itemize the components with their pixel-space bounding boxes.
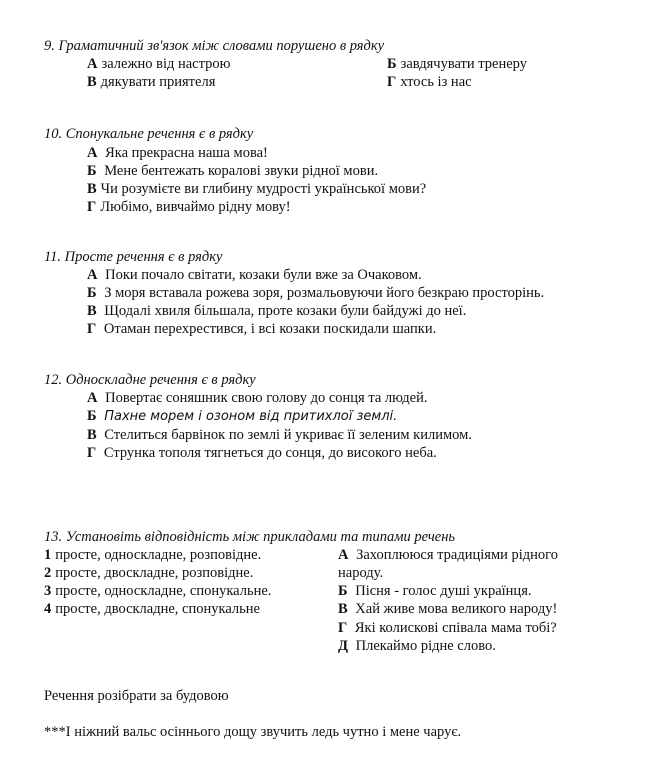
task-sentence: ***І ніжний вальс осіннього дощу звучить ледь чутно і мене чарує. xyxy=(44,724,462,740)
q13-example-a: А Захоплююся традиціями рідного xyxy=(338,547,559,563)
task-instruction: Речення розібрати за будовою xyxy=(44,688,229,704)
q9-option-v: В дякувати приятеля xyxy=(87,74,216,90)
q13-type-4: 4 просте, двоскладне, спонукальне xyxy=(44,601,260,617)
q13-example-a-cont: народу. xyxy=(338,565,384,581)
q13-type-1: 1 просте, односкладне, розповідне. xyxy=(44,547,262,563)
q10-option-v: В Чи розумієте ви глибину мудрості української мови? xyxy=(87,181,427,197)
q11-option-v: В Щодалі хвиля більшала, проте козаки були байдужі до неї. xyxy=(87,303,467,319)
q12-option-b: Б Пахне морем і озоном від притихлої землі. xyxy=(87,408,398,424)
q13-type-2: 2 просте, двоскладне, розповідне. xyxy=(44,565,254,581)
q10-option-g: Г Любімо, вивчаймо рідну мову! xyxy=(87,199,291,215)
question-10-title: 10. Спонукальне речення є в рядку xyxy=(44,126,254,142)
q12-option-v: В Стелиться барвінок по землі й укриває її зеленим килимом. xyxy=(87,427,472,443)
question-9-title: 9. Граматичний зв'язок між словами порушено в рядку xyxy=(44,38,385,54)
q12-option-g: Г Струнка тополя тягнеться до сонця, до високого неба. xyxy=(87,445,437,461)
q13-example-d: Д Плекаймо рідне слово. xyxy=(338,638,496,654)
q12-option-a: А Повертає соняшник свою голову до сонця та людей. xyxy=(87,390,428,406)
q13-example-g: Г Які колискові співала мама тобі? xyxy=(338,620,557,636)
q13-example-v: В Хай живе мова великого народу! xyxy=(338,601,558,617)
q9-option-a: А залежно від настрою xyxy=(87,56,231,72)
q13-example-b: Б Пісня - голос душі українця. xyxy=(338,583,532,599)
q9-option-b: Б завдячувати тренеру xyxy=(387,56,527,72)
question-11-title: 11. Просте речення є в рядку xyxy=(44,249,223,265)
q13-type-3: 3 просте, односкладне, спонукальне. xyxy=(44,583,272,599)
q10-option-a: А Яка прекрасна наша мова! xyxy=(87,145,268,161)
q11-option-b: Б З моря вставала рожева зоря, розмальовуючи його безкраю просторінь. xyxy=(87,285,545,301)
q10-option-b: Б Мене бентежать коралові звуки рідної мови. xyxy=(87,163,379,179)
question-12-title: 12. Односкладне речення є в рядку xyxy=(44,372,256,388)
q11-option-g: Г Отаман перехрестився, і всі козаки поскидали шапки. xyxy=(87,321,437,337)
q9-option-g: Г хтось із нас xyxy=(387,74,472,90)
q11-option-a: А Поки почало світати, козаки були вже за Очаковом. xyxy=(87,267,422,283)
question-13-title: 13. Установіть відповідність між прикладами та типами речень xyxy=(44,529,455,545)
